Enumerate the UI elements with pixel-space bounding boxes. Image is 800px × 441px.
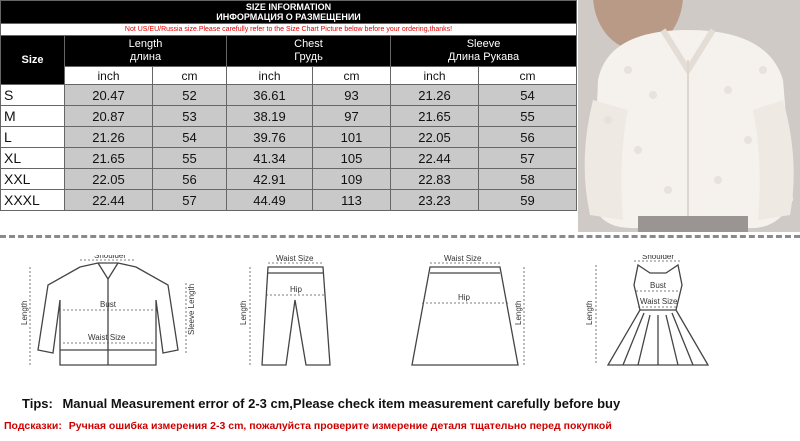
tips-english — [0, 396, 800, 411]
measurement-cell: 21.26 — [391, 85, 479, 106]
jacket-shoulder-label: Shoulder — [94, 255, 127, 260]
group-label-ru: длина — [129, 51, 162, 63]
measurement-cell: 21.65 — [391, 106, 479, 127]
measurement-cell: 58 — [479, 169, 577, 190]
jacket-length-label: Length — [20, 300, 29, 325]
title-ru: ИНФОРМАЦИЯ О РАЗМЕЩЕНИИ — [216, 12, 361, 22]
measurement-cell: 54 — [479, 85, 577, 106]
dress-bust-label: Bust — [650, 281, 667, 290]
measurement-cell: 113 — [313, 190, 391, 211]
measurement-cell: 20.87 — [65, 106, 153, 127]
size-rows — [1, 85, 577, 211]
skirt-outline — [400, 255, 530, 375]
measurement-cell: 57 — [479, 148, 577, 169]
table-row — [1, 127, 577, 148]
group-label-ru: Грудь — [294, 51, 323, 63]
size-label-cell: L — [1, 127, 65, 148]
measurement-cell: 22.05 — [391, 127, 479, 148]
unit-cell: inch — [65, 67, 153, 85]
measurement-cell: 59 — [479, 190, 577, 211]
measurement-cell: 109 — [313, 169, 391, 190]
table-row — [1, 85, 577, 106]
measurement-cell: 39.76 — [227, 127, 313, 148]
tips-text-ru: Ручная ошибка измерения 2-3 cm, пожалуйста проверите измерение деталя тщательно перед покупкой — [68, 420, 612, 432]
measurement-cell: 54 — [153, 127, 227, 148]
measurement-cell: 21.26 — [65, 127, 153, 148]
measurement-cell: 56 — [479, 127, 577, 148]
dress-outline — [578, 255, 728, 375]
unit-cell: cm — [313, 67, 391, 85]
group-header-length — [65, 36, 227, 67]
table-row — [1, 148, 577, 169]
size-notice: Not US/EU/Russia size.Please carefully refer to the Size Chart Picture below before your ordering,thanks! — [1, 24, 577, 36]
size-label-cell: XL — [1, 148, 65, 169]
dress-waist-label: Waist Size — [640, 297, 678, 306]
unit-cell: inch — [227, 67, 313, 85]
unit-cell: inch — [391, 67, 479, 85]
jacket-diagram — [18, 255, 198, 375]
unit-cell: cm — [153, 67, 227, 85]
size-column-header: Size — [1, 36, 65, 85]
measurement-cell: 36.61 — [227, 85, 313, 106]
measurement-cell: 41.34 — [227, 148, 313, 169]
measurement-cell: 105 — [313, 148, 391, 169]
measurement-cell: 53 — [153, 106, 227, 127]
measurement-cell: 22.44 — [65, 190, 153, 211]
measurement-cell: 22.83 — [391, 169, 479, 190]
measurement-cell: 93 — [313, 85, 391, 106]
size-table-container — [0, 0, 576, 232]
measurement-cell: 56 — [153, 169, 227, 190]
units-row — [1, 67, 577, 85]
measurement-cell: 38.19 — [227, 106, 313, 127]
group-header-chest — [227, 36, 391, 67]
measurement-cell: 22.44 — [391, 148, 479, 169]
unit-cell: cm — [479, 67, 577, 85]
skirt-waist-label: Waist Size — [444, 255, 482, 263]
tips-russian — [0, 420, 800, 432]
group-label-ru: Длина Рукава — [447, 51, 520, 63]
dress-length-label: Length — [585, 300, 594, 325]
tips-label: Tips: — [22, 396, 53, 411]
jacket-sleeve-label: Sleeve Length — [187, 283, 196, 335]
pants-hip-label: Hip — [290, 285, 303, 294]
dress-shoulder-label: Shoulder — [642, 255, 675, 261]
jacket-outline — [18, 255, 198, 375]
measurement-cell: 23.23 — [391, 190, 479, 211]
skirt-diagram — [400, 255, 530, 375]
jacket-bust-label: Bust — [100, 300, 117, 309]
group-label-en: Sleeve — [466, 38, 501, 50]
measurement-cell: 21.65 — [65, 148, 153, 169]
title-en: SIZE INFORMATION — [245, 2, 332, 12]
size-label-cell: M — [1, 106, 65, 127]
product-photo — [578, 0, 800, 232]
table-row — [1, 169, 577, 190]
measurement-cell: 44.49 — [227, 190, 313, 211]
measurement-cell: 97 — [313, 106, 391, 127]
section-divider — [0, 235, 800, 242]
measurement-cell: 55 — [153, 148, 227, 169]
pants-diagram — [228, 255, 358, 375]
skirt-hip-label: Hip — [458, 293, 471, 302]
size-label-cell: XXL — [1, 169, 65, 190]
measurement-cell: 101 — [313, 127, 391, 148]
size-label-cell: S — [1, 85, 65, 106]
measurement-cell: 42.91 — [227, 169, 313, 190]
tips-text: Manual Measurement error of 2-3 cm,Please check item measurement carefully before buy — [62, 396, 621, 411]
size-table — [0, 0, 577, 211]
measurement-cell: 57 — [153, 190, 227, 211]
fleece-jacket-photo — [578, 0, 800, 232]
table-row — [1, 190, 577, 211]
table-row — [1, 106, 577, 127]
measurement-cell: 52 — [153, 85, 227, 106]
pants-waist-label: Waist Size — [276, 255, 314, 263]
jacket-waist-label: Waist Size — [88, 333, 126, 342]
group-label-en: Chest — [294, 38, 323, 50]
measurement-cell: 55 — [479, 106, 577, 127]
table-title — [1, 1, 577, 24]
pants-length-label: Length — [239, 300, 248, 325]
group-label-en: Length — [128, 38, 163, 50]
dress-diagram — [578, 255, 728, 375]
size-label-cell: XXXL — [1, 190, 65, 211]
skirt-length-label: Length — [514, 300, 523, 325]
group-header-sleeve — [391, 36, 577, 67]
measurement-cell: 22.05 — [65, 169, 153, 190]
measurement-cell: 20.47 — [65, 85, 153, 106]
pants-outline — [228, 255, 358, 375]
tips-label-ru: Подсказки: — [4, 420, 62, 432]
